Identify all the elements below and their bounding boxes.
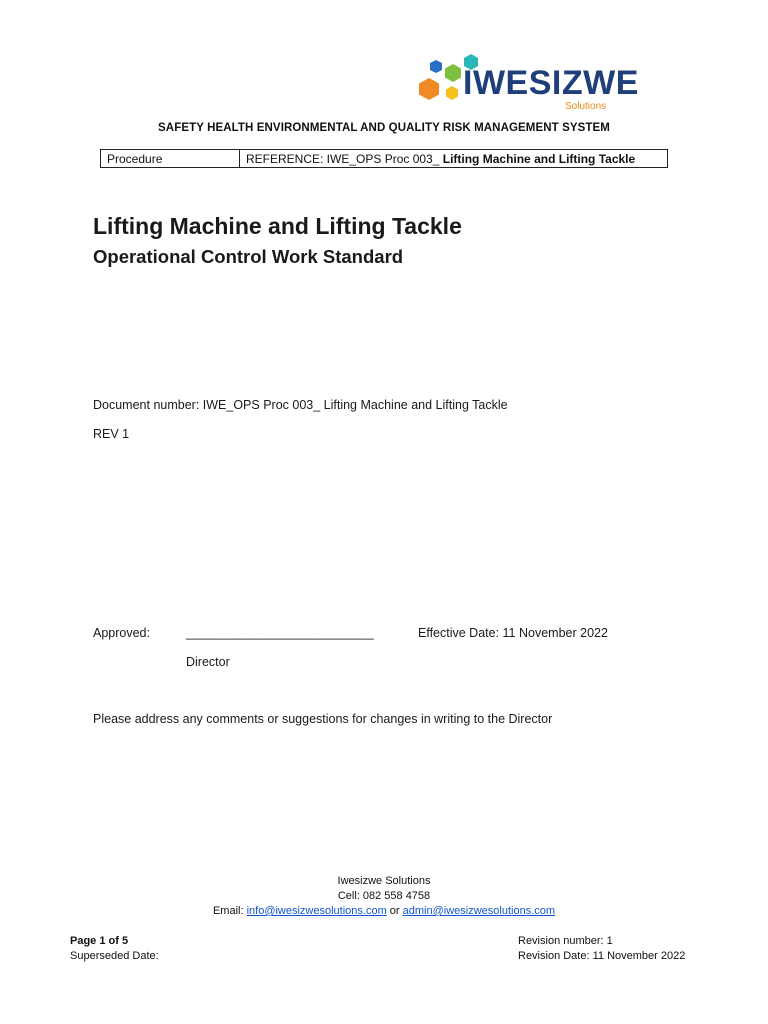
info-email-link[interactable]: info@iwesizwesolutions.com (246, 905, 387, 917)
reference-title: Lifting Machine and Lifting Tackle (442, 151, 636, 166)
signature-line: ___________________________ (186, 626, 374, 640)
reference-row (101, 150, 668, 168)
admin-email-link[interactable]: admin@iwesizwesolutions.com (402, 905, 556, 917)
footer-email-prefix: Email: (212, 905, 247, 917)
footer-email-or: or (386, 905, 403, 917)
reference-prefix: REFERENCE: IWE_OPS Proc 003_ (246, 151, 443, 166)
logo-hexagon-green (445, 64, 461, 82)
logo-wordmark: IWESIZWE (463, 64, 639, 102)
system-title: SAFETY HEALTH ENVIRONMENTAL AND QUALITY RISK MANAGEMENT SYSTEM (158, 122, 610, 134)
revision-label: REV 1 (93, 427, 130, 441)
footer-company: Iwesizwe Solutions (337, 875, 431, 887)
footer-email (0, 904, 768, 919)
document-title: Lifting Machine and Lifting Tackle (93, 213, 462, 239)
comments-note: Please address any comments or suggestions for changes in writing to the Director (93, 712, 553, 726)
logo-subtitle: Solutions (565, 101, 607, 112)
revision-date: Revision Date: 11 November 2022 (518, 950, 686, 962)
effective-date: Effective Date: 11 November 2022 (418, 626, 608, 640)
document-number: Document number: IWE_OPS Proc 003_ Lifting Machine and Lifting Tackle (93, 398, 508, 412)
document-subtitle: Operational Control Work Standard (93, 246, 404, 267)
footer-cell: Cell: 082 558 4758 (337, 890, 431, 902)
superseded-date: Superseded Date: (70, 950, 159, 962)
reference-cell (240, 150, 668, 168)
page-number: Page 1 of 5 (70, 935, 129, 947)
logo-hexagon-orange (419, 78, 439, 100)
reference-table (100, 149, 668, 168)
revision-number: Revision number: 1 (518, 935, 613, 947)
document-type-cell: Procedure (101, 150, 240, 168)
approved-label: Approved: (93, 626, 150, 640)
logo-hexagon-yellow (446, 86, 458, 100)
logo-hexagon-blue (430, 60, 442, 73)
approver-role: Director (186, 655, 230, 669)
